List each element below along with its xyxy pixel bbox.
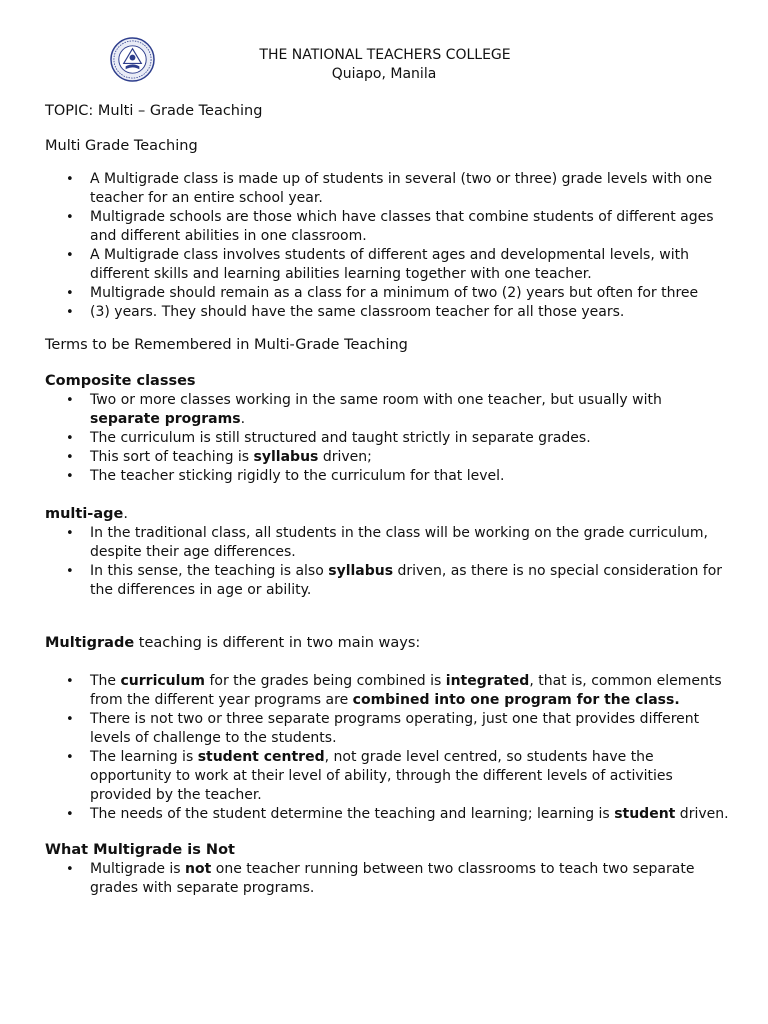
terms-heading: Terms to be Remembered in Multi-Grade Teaching bbox=[45, 337, 408, 353]
list-item: • In this sense, the teaching is also syllabus driven, as there is no special consideration for the differences in age or ability. bbox=[90, 562, 735, 600]
list-item: • A Multigrade class is made up of students in several (two or three) grade levels with one teacher for an entire school year. bbox=[90, 170, 735, 208]
list-item: • Multigrade is not one teacher running between two classrooms to teach two separate grades with separate programs. bbox=[90, 860, 735, 898]
multi-age-list bbox=[45, 524, 735, 600]
list-item: • Multigrade schools are those which have classes that combine students of different ages and different abilities in one classroom. bbox=[90, 208, 735, 246]
section-heading-multigrade: Multi Grade Teaching bbox=[45, 138, 198, 154]
list-item: • The needs of the student determine the teaching and learning; learning is student driven. bbox=[90, 805, 735, 824]
list-item: • In the traditional class, all students in the class will be working on the grade curriculum, despite their age differences. bbox=[90, 524, 735, 562]
list-item: • The teacher sticking rigidly to the curriculum for that level. bbox=[90, 467, 735, 486]
what-multigrade-is-not-list bbox=[45, 860, 735, 898]
multigrade-definition-list bbox=[45, 170, 735, 322]
list-item: • A Multigrade class involves students of different ages and developmental levels, with different skills and learning abilities learning together with one teacher. bbox=[90, 246, 735, 284]
two-ways-intro: Multigrade teaching is different in two main ways: bbox=[45, 635, 421, 651]
list-item: • (3) years. They should have the same classroom teacher for all those years. bbox=[90, 303, 735, 322]
list-item: • The curriculum for the grades being combined is integrated, that is, common elements from the different year programs are combined into one program for the class. bbox=[90, 672, 735, 710]
composite-classes-list bbox=[45, 391, 735, 486]
what-multigrade-is-not-heading: What Multigrade is Not bbox=[45, 842, 235, 858]
multi-age-heading: multi-age. bbox=[45, 506, 128, 522]
composite-classes-heading: Composite classes bbox=[45, 373, 196, 389]
document-body bbox=[45, 102, 735, 898]
two-ways-list bbox=[45, 672, 735, 824]
list-item: • Multigrade should remain as a class for a minimum of two (2) years but often for three bbox=[90, 284, 735, 303]
topic-line: TOPIC: Multi – Grade Teaching bbox=[45, 103, 263, 119]
list-item: • Two or more classes working in the same room with one teacher, but usually with separate programs. bbox=[90, 391, 735, 429]
list-item: • The curriculum is still structured and taught strictly in separate grades. bbox=[90, 429, 735, 448]
list-item: • The learning is student centred, not grade level centred, so students have the opportunity to work at their level of ability, through the different levels of activities provided by the teacher. bbox=[90, 748, 735, 805]
list-item: • There is not two or three separate programs operating, just one that provides different levels of challenge to the students. bbox=[90, 710, 735, 748]
college-location: Quiapo, Manila bbox=[331, 66, 437, 82]
document-header bbox=[0, 46, 768, 84]
list-item: • This sort of teaching is syllabus driven; bbox=[90, 448, 735, 467]
college-name: THE NATIONAL TEACHERS COLLEGE bbox=[259, 47, 511, 63]
